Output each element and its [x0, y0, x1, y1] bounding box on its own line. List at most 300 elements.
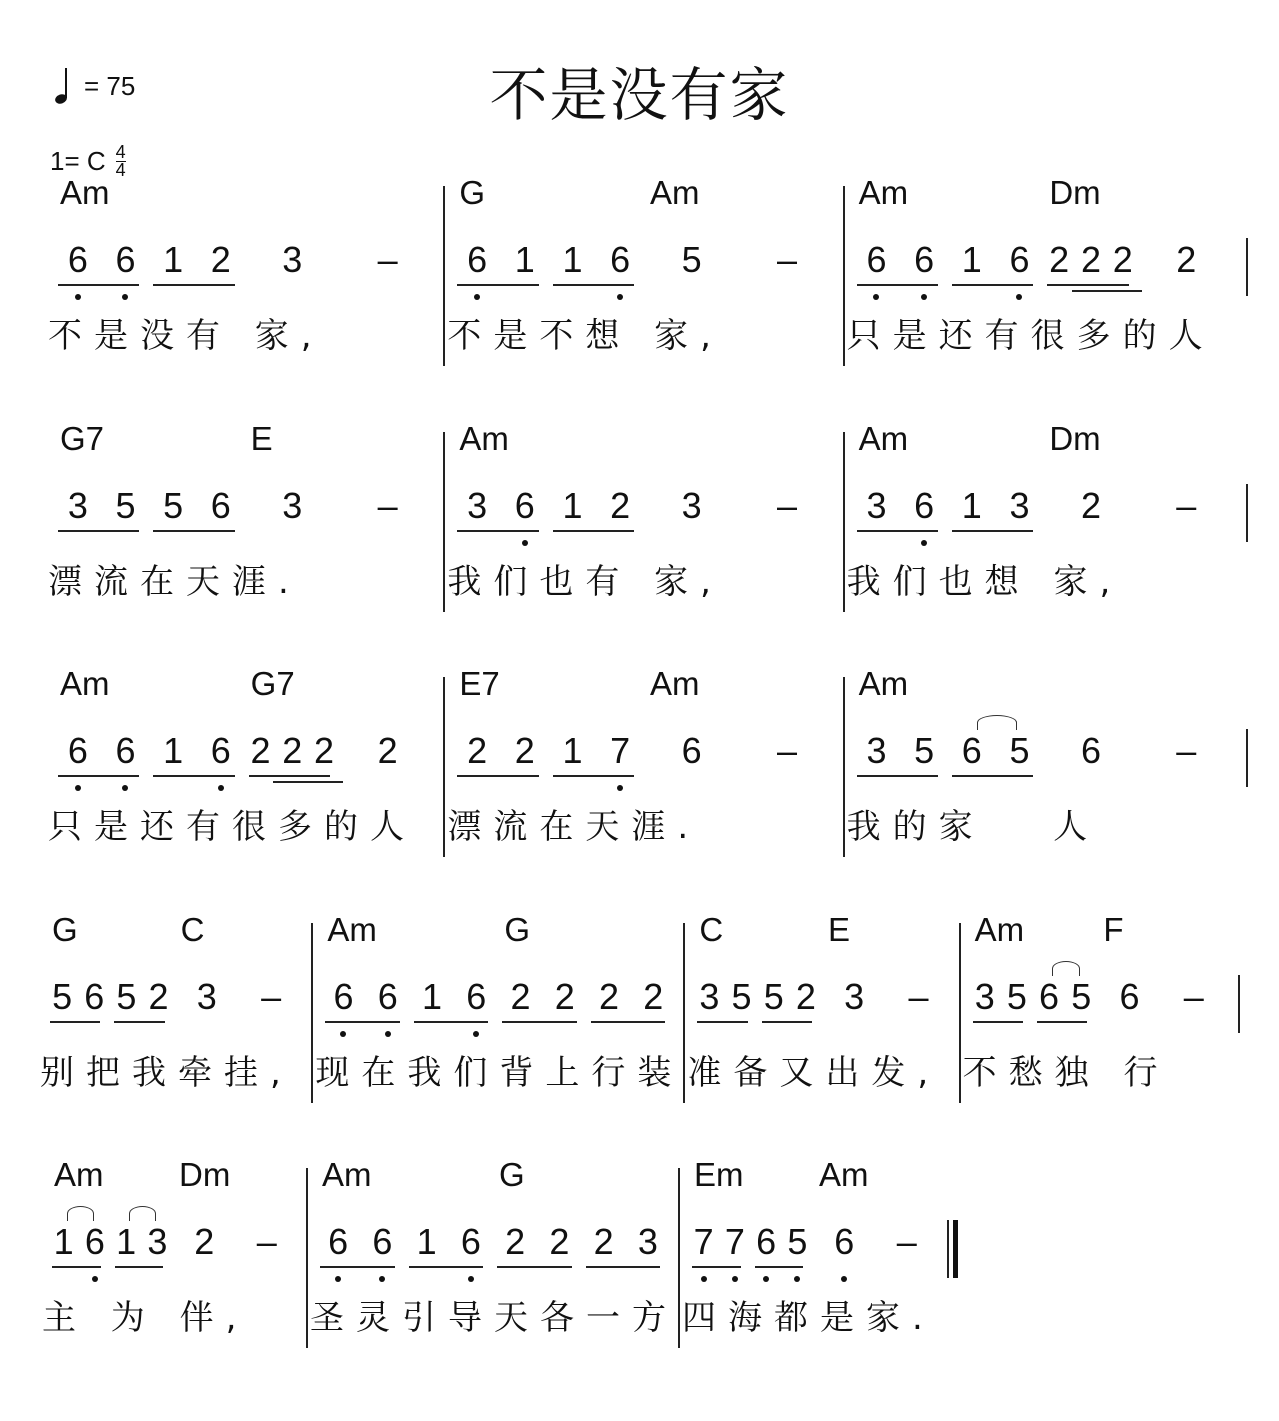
measure-notes: [38, 911, 311, 1055]
chord-symbol: Am: [858, 665, 909, 702]
low-octave-dot: [617, 785, 623, 791]
note: 1: [53, 1221, 74, 1262]
beat: [549, 238, 644, 290]
chord-symbol: Em: [694, 1156, 744, 1193]
note: 5: [1071, 976, 1092, 1017]
measure-notes: [313, 911, 683, 1055]
beat: [822, 911, 886, 1027]
note: 5: [1009, 730, 1030, 771]
measure-notes: [40, 1156, 306, 1300]
key-label: 1= C: [50, 146, 106, 176]
note: 2: [309, 729, 339, 773]
note: 6: [751, 1220, 781, 1264]
low-octave-dot: [122, 294, 128, 300]
beat: [149, 484, 244, 536]
note: 7: [689, 1220, 719, 1264]
beat: [1162, 975, 1226, 1027]
chord-symbol: C: [180, 911, 205, 948]
low-octave-dot: [379, 1276, 385, 1282]
chord-symbol: Am: [322, 1156, 372, 1193]
quarter-note-icon: [52, 66, 70, 106]
note: 2: [1080, 485, 1101, 526]
note: 1: [163, 730, 184, 771]
note: 2: [795, 976, 816, 1017]
note: 3: [866, 730, 887, 771]
beat: [245, 238, 340, 290]
beam-underline: [586, 1266, 661, 1268]
note: 2: [598, 976, 619, 1017]
chord-symbol: G7: [250, 665, 295, 702]
measure: [38, 911, 311, 1103]
beat: [245, 665, 340, 781]
low-octave-dot: [921, 540, 927, 546]
low-octave-dot: [794, 1276, 800, 1282]
hold-dash: –: [908, 976, 929, 1017]
note: 5: [782, 1220, 812, 1264]
low-octave-dot: [218, 785, 224, 791]
beam-underline: [457, 530, 538, 532]
lyrics: 我的家 人: [846, 807, 1100, 847]
note: 6: [1039, 976, 1060, 1017]
note: 6: [110, 238, 140, 282]
tempo-marking: [52, 66, 135, 106]
note: 5: [681, 239, 702, 280]
measure: [843, 420, 1242, 612]
low-octave-dot: [1016, 294, 1022, 300]
note: 3: [974, 976, 995, 1017]
measure: [959, 911, 1234, 1103]
measure-notes: [845, 174, 1242, 318]
beam-underline: [457, 775, 538, 777]
chord-symbol: C: [699, 911, 724, 948]
score-row: [46, 174, 1242, 366]
low-octave-dot: [473, 1031, 479, 1037]
note: 2: [514, 730, 535, 771]
note: 1: [416, 1221, 437, 1262]
note: 6: [462, 238, 492, 282]
beat: [405, 1220, 494, 1272]
measure-notes: [308, 1156, 678, 1300]
beat: [54, 665, 149, 781]
beat: [321, 911, 410, 1027]
note: 6: [63, 729, 93, 773]
note: 2: [610, 485, 631, 526]
beat: [549, 484, 644, 536]
beam-underline: [973, 1021, 1023, 1023]
beam-underline: [697, 1021, 747, 1023]
beam-underline: [952, 530, 1033, 532]
lyrics: 主 为 伴,: [42, 1298, 249, 1338]
beam-underline: [857, 284, 938, 286]
lyrics: 只是还有很多的人: [846, 316, 1215, 356]
beam-underline: [320, 1266, 395, 1268]
chord-symbol: Dm: [1049, 420, 1101, 457]
beat: [111, 1220, 174, 1272]
time-signature: 4 4: [115, 142, 126, 180]
measure: [683, 911, 958, 1103]
beat: [175, 911, 239, 1027]
beat: [239, 975, 303, 1027]
low-octave-dot: [340, 1031, 346, 1037]
beat: [549, 729, 644, 781]
chord-symbol: Am: [54, 1156, 104, 1193]
beam-underline: [58, 284, 139, 286]
note: 3: [844, 976, 865, 1017]
chord-symbol: E7: [459, 665, 500, 702]
low-octave-dot: [732, 1276, 738, 1282]
slur-arc: [977, 715, 1017, 730]
note: 2: [505, 1221, 526, 1262]
chord-symbol: Am: [459, 420, 509, 457]
note: 6: [605, 238, 635, 282]
hold-dash: –: [377, 485, 398, 526]
beam-underline: [762, 1021, 812, 1023]
note: 2: [210, 239, 231, 280]
note: 3: [282, 485, 303, 526]
hold-dash: –: [1183, 976, 1204, 1017]
lyrics: 别把我牵挂,: [40, 1053, 293, 1093]
beat: [1043, 420, 1138, 536]
beat: [46, 911, 110, 1027]
slur-arc: [1052, 961, 1080, 976]
lyrics: 我们也有 家,: [447, 562, 723, 602]
note: 6: [1119, 976, 1140, 1017]
beam-underline: [50, 1021, 100, 1023]
beat: [644, 665, 739, 781]
note: 2: [467, 730, 488, 771]
hold-dash: –: [776, 239, 797, 280]
slur-arc: [67, 1206, 94, 1221]
beat: [948, 729, 1043, 781]
note: 6: [510, 484, 540, 528]
note: 2: [148, 976, 169, 1017]
hold-dash: –: [1176, 730, 1197, 771]
note: 2: [1076, 238, 1106, 282]
beat: [54, 420, 149, 536]
beam-underline: [1037, 1021, 1087, 1023]
hold-dash: –: [776, 485, 797, 526]
beat: [739, 238, 834, 290]
beat: [582, 1220, 671, 1272]
beam-underline: [153, 530, 234, 532]
measure-notes: [445, 174, 842, 318]
note: 6: [829, 1220, 859, 1264]
song-title: 不是没有家: [489, 61, 790, 129]
note: 2: [1049, 239, 1070, 280]
chord-symbol: E: [250, 420, 273, 457]
note: 6: [323, 1220, 353, 1264]
hold-dash: –: [1176, 485, 1197, 526]
low-octave-dot: [617, 294, 623, 300]
note: 2: [554, 976, 575, 1017]
note: 6: [461, 975, 491, 1019]
beam-underline: [52, 1266, 101, 1268]
low-octave-dot: [385, 1031, 391, 1037]
measure: [843, 174, 1242, 366]
chord-symbol: Am: [60, 174, 110, 211]
note: 3: [67, 485, 88, 526]
beam-underline: [952, 775, 1033, 777]
note: 6: [328, 975, 358, 1019]
hold-dash: –: [256, 1221, 277, 1262]
note: 2: [277, 729, 307, 773]
note: 6: [367, 1220, 397, 1264]
measure-notes: [46, 420, 443, 564]
chord-symbol: Am: [858, 420, 909, 457]
note: 1: [421, 976, 442, 1017]
note: 2: [250, 730, 271, 771]
beat: [644, 484, 739, 536]
measure: [311, 911, 684, 1103]
beat: [853, 420, 948, 536]
chord-symbol: G7: [60, 420, 105, 457]
note: 6: [909, 238, 939, 282]
note: 2: [643, 976, 664, 1017]
note: 5: [115, 485, 136, 526]
note: 2: [549, 1221, 570, 1262]
beat: [853, 665, 948, 781]
beat: [410, 975, 499, 1027]
note: 3: [699, 976, 720, 1017]
beat: [969, 911, 1033, 1027]
low-octave-dot: [92, 1276, 98, 1282]
beat: [853, 174, 948, 290]
beam-underline: [58, 530, 139, 532]
measure: [678, 1156, 946, 1348]
low-octave-dot: [474, 294, 480, 300]
note: 6: [861, 238, 891, 282]
low-octave-dot: [122, 785, 128, 791]
low-octave-dot: [522, 540, 528, 546]
measure-notes: [46, 665, 443, 809]
beam-underline: [414, 1021, 489, 1023]
beat: [110, 975, 174, 1027]
note: 5: [914, 730, 935, 771]
beam-underline: [857, 530, 938, 532]
note: 6: [456, 1220, 486, 1264]
beam-underline: [692, 1266, 741, 1268]
chord-symbol: Dm: [179, 1156, 231, 1193]
beat: [1139, 484, 1234, 536]
measure: [443, 665, 842, 857]
beat: [1097, 911, 1161, 1027]
lyrics: 漂流在天涯.: [48, 562, 301, 602]
beam-underline: [553, 530, 634, 532]
hold-dash: –: [776, 730, 797, 771]
beat: [316, 1156, 405, 1272]
low-octave-dot: [873, 294, 879, 300]
measure-notes: [445, 420, 842, 564]
beam-underline: [502, 1021, 577, 1023]
beat: [739, 729, 834, 781]
low-octave-dot: [701, 1276, 707, 1282]
beat: [751, 1220, 814, 1272]
note: 5: [763, 976, 784, 1017]
measure-notes: [445, 665, 842, 809]
beat: [236, 1220, 299, 1272]
measure-notes: [680, 1156, 946, 1300]
note: 1: [514, 239, 535, 280]
lyrics: 准备又出发,: [687, 1053, 941, 1093]
measure: [46, 174, 443, 366]
note: 6: [909, 484, 939, 528]
beam-underline: [325, 1021, 400, 1023]
note: 2: [593, 1221, 614, 1262]
lyrics: 现在我们背上行装: [315, 1053, 684, 1093]
note: 6: [206, 729, 236, 773]
lyrics: 我们也想 家,: [846, 562, 1123, 602]
beam-underline: [553, 284, 634, 286]
note: 6: [210, 485, 231, 526]
note: 5: [116, 976, 137, 1017]
low-octave-dot: [921, 294, 927, 300]
chord-symbol: F: [1103, 911, 1124, 948]
beat: [54, 174, 149, 290]
hold-dash: –: [896, 1221, 917, 1262]
beam-underline: [115, 1266, 164, 1268]
note: 3: [866, 485, 887, 526]
note: 3: [147, 1221, 168, 1262]
beat: [245, 420, 340, 536]
beat: [149, 238, 244, 290]
lyrics: 圣灵引导天各一方: [310, 1298, 678, 1338]
beam-underline: [591, 1021, 666, 1023]
note: 1: [163, 239, 184, 280]
note: 3: [681, 485, 702, 526]
chord-symbol: G: [504, 911, 530, 948]
score-row: [38, 911, 1234, 1103]
chord-symbol: E: [827, 911, 850, 948]
chord-symbol: Am: [819, 1156, 869, 1193]
note: 2: [510, 976, 531, 1017]
beam-underline: [457, 284, 538, 286]
hold-dash: –: [261, 976, 282, 1017]
note: 6: [110, 729, 140, 773]
chord-symbol: Am: [649, 174, 700, 211]
lyrics: 只是还有很多的人: [48, 807, 416, 847]
lyrics: 不是不想 家,: [447, 316, 723, 356]
note: 1: [961, 485, 982, 526]
note: 5: [163, 485, 184, 526]
beam-underline: [153, 284, 234, 286]
beam-underline: [58, 775, 139, 777]
measure-notes: [845, 665, 1242, 809]
beat: [948, 484, 1043, 536]
note: 1: [562, 239, 583, 280]
note: 5: [1006, 976, 1027, 1017]
beat: [876, 1220, 939, 1272]
low-octave-dot: [335, 1276, 341, 1282]
note: 6: [1004, 238, 1034, 282]
note: 6: [84, 976, 105, 1017]
low-octave-dot: [468, 1276, 474, 1282]
chord-symbol: Am: [974, 911, 1025, 948]
hold-dash: –: [377, 239, 398, 280]
beat: [498, 911, 587, 1027]
beat: [340, 484, 435, 536]
chord-symbol: Am: [649, 665, 700, 702]
low-octave-dot: [841, 1276, 847, 1282]
beat: [173, 1156, 236, 1272]
chord-symbol: Am: [327, 911, 377, 948]
note: 2: [1176, 239, 1197, 280]
note: 1: [116, 1221, 137, 1262]
low-octave-dot: [75, 785, 81, 791]
chord-symbol: G: [459, 174, 485, 211]
measure: [46, 665, 443, 857]
beat: [1033, 975, 1097, 1027]
beat: [453, 665, 548, 781]
measure-notes: [685, 911, 958, 1055]
chord-symbol: Am: [858, 174, 909, 211]
beam-underline: [249, 775, 330, 777]
note: 3: [196, 976, 217, 1017]
beat: [688, 1156, 751, 1272]
beam-underline: [153, 775, 234, 777]
note: 1: [961, 239, 982, 280]
measure: [443, 174, 842, 366]
beat: [48, 1156, 111, 1272]
beat: [453, 174, 548, 290]
chord-symbol: G: [499, 1156, 525, 1193]
note: 7: [720, 1220, 750, 1264]
beat: [644, 174, 739, 290]
low-octave-dot: [75, 294, 81, 300]
chord-symbol: Am: [60, 665, 110, 702]
note: 2: [377, 730, 398, 771]
beat: [493, 1156, 582, 1272]
beat: [1139, 238, 1234, 290]
slur-arc: [129, 1206, 156, 1221]
beam-underline: [952, 284, 1033, 286]
note: 6: [961, 730, 982, 771]
beat: [149, 729, 244, 781]
beat: [1043, 729, 1138, 781]
measure-notes: [961, 911, 1234, 1055]
beat: [739, 484, 834, 536]
note: 5: [52, 976, 73, 1017]
measure: [843, 665, 1242, 857]
note: 2: [194, 1221, 215, 1262]
score-row: [46, 420, 1242, 612]
note: 1: [562, 730, 583, 771]
measure-notes: [845, 420, 1242, 564]
note: 3: [637, 1221, 658, 1262]
beam-underline: [553, 775, 634, 777]
note: 2: [1108, 238, 1138, 282]
lyrics: 不愁独 行: [962, 1053, 1170, 1093]
note: 6: [373, 975, 403, 1019]
beam-underline: [1047, 284, 1128, 286]
measure: [443, 420, 842, 612]
note: 5: [731, 976, 752, 1017]
lyrics: 不是没有 家,: [48, 316, 324, 356]
beam-underline: [497, 1266, 572, 1268]
note: 6: [80, 1220, 110, 1264]
note: 1: [562, 485, 583, 526]
beam-underline: [409, 1266, 484, 1268]
note: 3: [282, 239, 303, 280]
beam-underline: [114, 1021, 164, 1023]
beat: [587, 975, 676, 1027]
tempo-value: = 75: [84, 70, 136, 101]
score-row: [46, 665, 1242, 857]
note: 7: [605, 729, 635, 773]
note: 6: [681, 730, 702, 771]
beam-underline: [857, 775, 938, 777]
beat: [886, 975, 950, 1027]
note: 3: [467, 485, 488, 526]
